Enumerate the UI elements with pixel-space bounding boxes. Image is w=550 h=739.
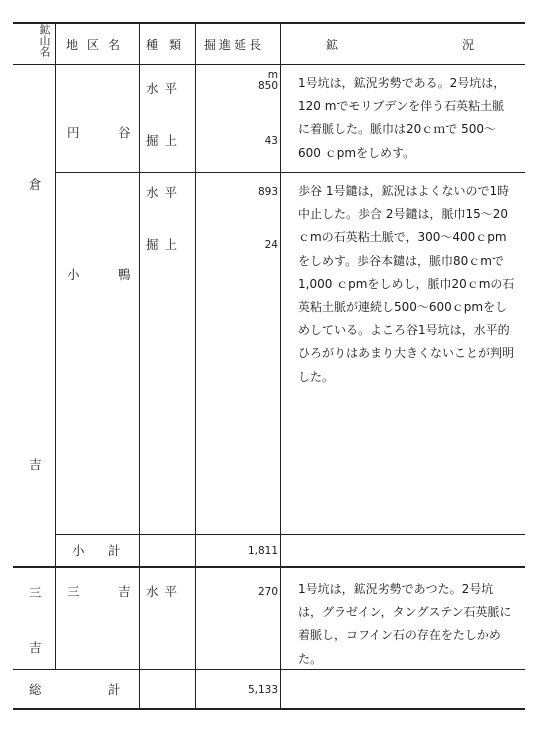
kogamo-kind-raise: 掘上 xyxy=(146,237,184,252)
district-miyoshi-b: 吉 xyxy=(118,584,131,599)
mine-kurayoshi-top: 倉 xyxy=(29,177,42,192)
header-status-right: 況 xyxy=(462,38,477,52)
header-kind: 種類 xyxy=(146,38,193,52)
subtotal-top-divider xyxy=(55,534,525,535)
kogamo-length-horizontal: 893 xyxy=(257,186,278,198)
district-miyoshi-a: 三 xyxy=(67,584,80,599)
enya-kind-horizontal: 水平 xyxy=(146,81,184,96)
miyoshi-kind: 水平 xyxy=(146,584,184,599)
subtotal-label-b: 計 xyxy=(108,543,121,558)
district-kogamo-a: 小 xyxy=(67,267,80,282)
enya-length-horizontal: 850 xyxy=(257,80,278,92)
enya-length-raise: 43 xyxy=(264,135,278,147)
district-kogamo-b: 鴨 xyxy=(118,267,131,282)
total-label-b: 計 xyxy=(108,682,121,697)
table-bottom-border xyxy=(13,708,525,710)
col-divider-4 xyxy=(280,22,281,708)
enya-kind-raise: 掘上 xyxy=(146,133,184,148)
kogamo-length-raise: 24 xyxy=(264,239,278,251)
enya-kogamo-divider xyxy=(55,172,525,173)
kogamo-notes: 歩谷 1号鑓は，鉱況はよくないので1時中止した。歩合 2号鑓は，脈巾15〜20ｃmの石英粘土脈で，300〜400ｃpmをしめす。歩谷本鑓は，脈巾80ｃmで 1,000 ｃpmをしめし，脈巾20ｃmの石英粘土脈が連続し500〜600ｃpmをしめしている。よころ谷1号坑は，水平的ひろがりはあまり大きくないことが判明した。 xyxy=(298,184,515,384)
table-top-border xyxy=(13,22,525,24)
mine-kurayoshi-bottom: 吉 xyxy=(29,457,42,472)
mine-miyoshi-bottom: 吉 xyxy=(29,640,42,655)
header-district: 地区名 xyxy=(66,38,130,52)
kurayoshi-bottom-border xyxy=(13,566,525,568)
enya-length-unit: m xyxy=(267,69,278,81)
header-status-left: 鉱 xyxy=(326,38,341,52)
header-bottom-border xyxy=(13,64,525,65)
miyoshi-length: 270 xyxy=(257,586,278,598)
subtotal-value: 1,811 xyxy=(247,545,278,557)
district-enya-a: 円 xyxy=(67,125,80,140)
district-enya-b: 谷 xyxy=(118,125,131,140)
mine-miyoshi-top: 三 xyxy=(29,585,42,600)
miyoshi-notes: 1号坑は，鉱況劣勢であつた。2号坑は，グラゼイン，タングステン石英脈に着脈し，コフイン石の存在をたしかめた。 xyxy=(298,582,512,666)
total-label-a: 総 xyxy=(29,682,42,697)
total-value: 5,133 xyxy=(247,684,278,696)
col-divider-1 xyxy=(55,22,56,669)
col-divider-2 xyxy=(139,22,140,708)
col-divider-3 xyxy=(195,22,196,708)
subtotal-label-a: 小 xyxy=(72,543,85,558)
header-mine-name: 鉱山名 xyxy=(38,24,51,57)
enya-notes: 1号坑は，鉱況劣勢である。2号坑は，120 mでモリブデンを伴う石英粘土脈に着脈した。脈巾は20ｃｍで 500〜600 ｃpmをしめす。 xyxy=(298,76,506,160)
header-length: 掘進延長 xyxy=(204,38,265,52)
kogamo-kind-horizontal: 水平 xyxy=(146,185,184,200)
